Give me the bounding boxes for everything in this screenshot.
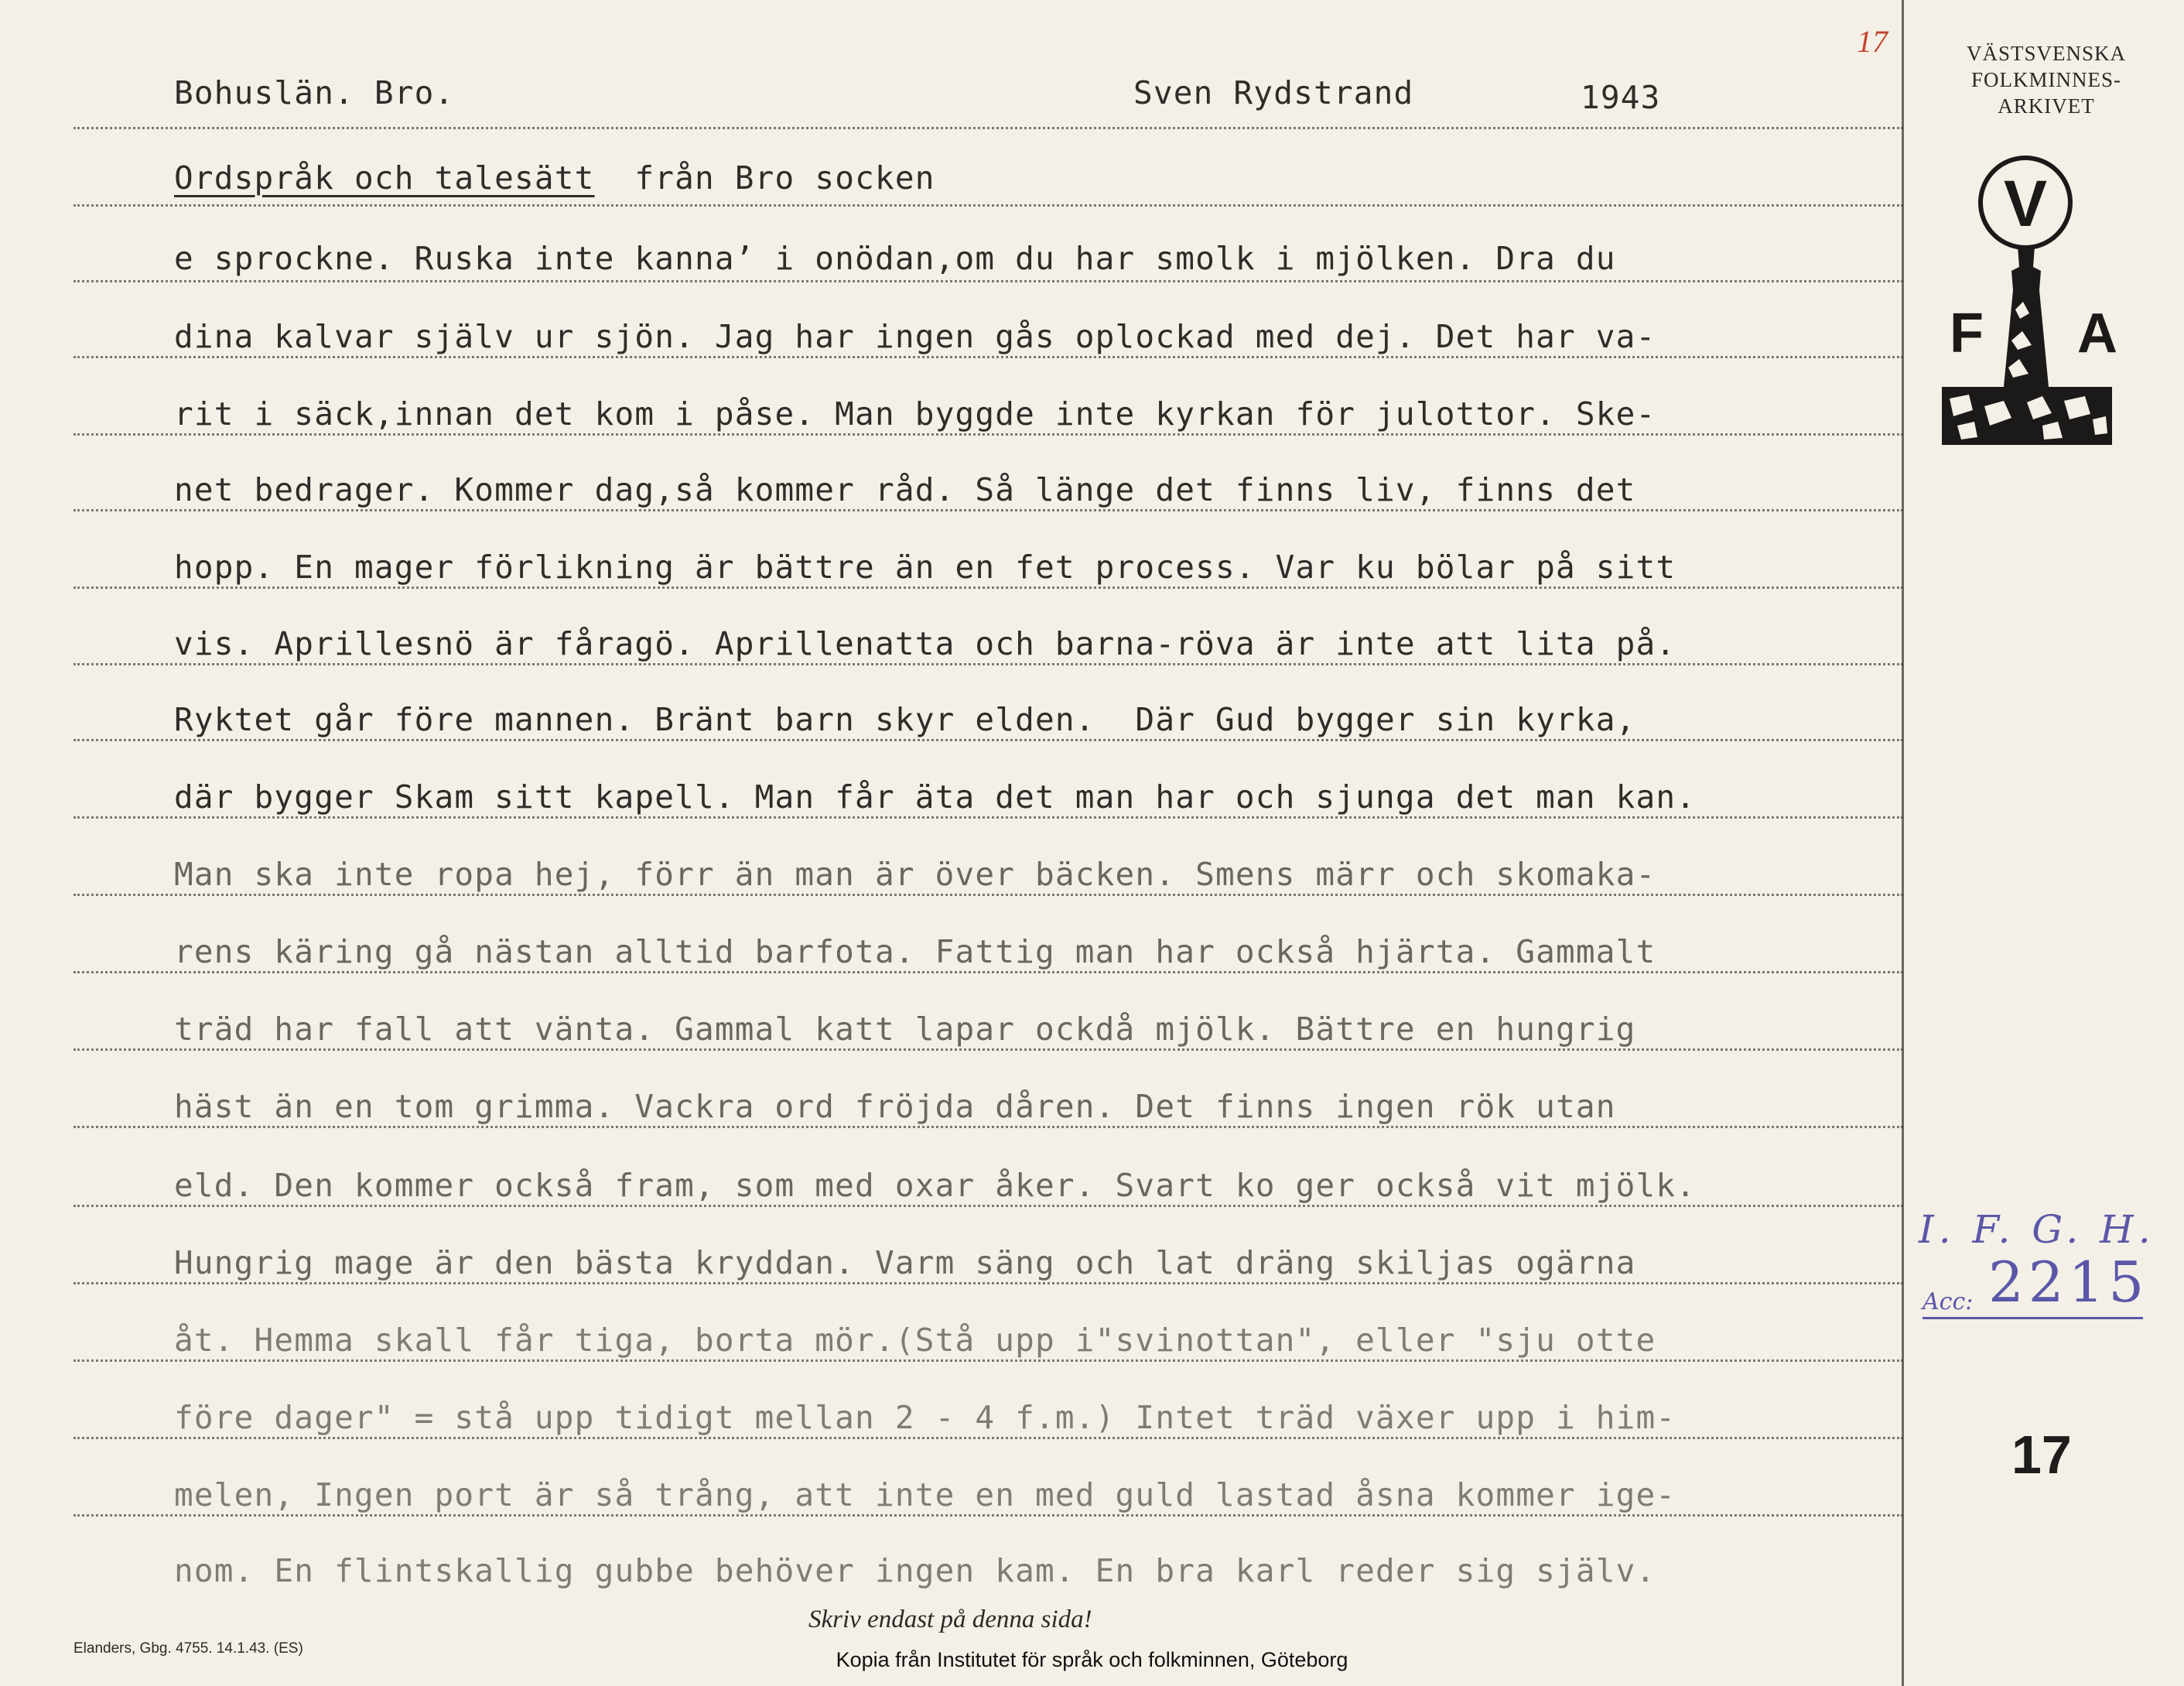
title-rest: från Bro socken (634, 159, 935, 197)
ruled-line (73, 1514, 1903, 1517)
logo-letter-v: V (2003, 167, 2048, 240)
body-line-9: Man ska inte ropa hej, förr än man är över bäcken. Smens märr och skomaka- (174, 856, 1656, 893)
body-line-5: hopp. En mager förlikning är bättre än en fet process. Var ku bölar på sitt (174, 549, 1676, 586)
document-title (174, 159, 935, 197)
body-line-3: rit i säck,innan det kom i påse. Man byggde inte kyrkan för julottor. Ske- (174, 395, 1656, 433)
ruled-line (73, 1359, 1903, 1362)
archive-name-line-3: ARKIVET (1998, 94, 2095, 118)
ruled-line (73, 1205, 1903, 1207)
header-recorder: Sven Rydstrand (1133, 74, 1414, 111)
printer-imprint: Elanders, Gbg. 4755. 14.1.43. (ES) (73, 1640, 303, 1657)
body-line-16: före dager" = stå upp tidigt mellan 2 - 4 f.m.) Intet träd växer upp i him- (174, 1399, 1676, 1436)
ruled-line (73, 971, 1903, 973)
header-year: 1943 (1581, 79, 1661, 116)
ruled-line (73, 663, 1903, 665)
page-number: 17 (2011, 1424, 2072, 1485)
logo-letter-f: F (1950, 303, 1984, 364)
ruled-line (73, 1048, 1903, 1051)
body-line-15: åt. Hemma skall får tiga, borta mör.(Stå upp i"svinottan", eller "sju otte (174, 1322, 1656, 1359)
body-line-7: Ryktet går före mannen. Bränt barn skyr elden. Där Gud bygger sin kyrka, (174, 701, 1636, 738)
ruled-line (73, 587, 1903, 589)
stamp-underline (1923, 1317, 2143, 1319)
archive-name-line-1: VÄSTSVENSKA (1966, 42, 2127, 65)
ruled-line (73, 204, 1903, 207)
ruled-line (73, 739, 1903, 741)
stamp-initials: I. F. G. H. (1919, 1207, 2155, 1252)
ruled-line (73, 356, 1903, 358)
ruled-line (73, 894, 1903, 896)
ruled-line (73, 433, 1903, 436)
header-place: Bohuslän. Bro. (174, 74, 455, 111)
page-mark-handwritten: 17 (1857, 24, 1888, 59)
ruled-line (73, 1126, 1903, 1128)
body-line-6: vis. Aprillesnö är fåragö. Aprillenatta och barna-röva är inte att lita på. (174, 625, 1676, 662)
body-line-11: träd har fall att vänta. Gammal katt lapar ockdå mjölk. Bättre en hungrig (174, 1011, 1636, 1048)
title-underlined: Ordspråk och talesätt (174, 159, 595, 197)
ruled-line (73, 280, 1903, 282)
ruled-line (73, 816, 1903, 819)
stamp-acc-number: 2215 (1988, 1250, 2149, 1315)
body-line-14: Hungrig mage är den bästa kryddan. Varm säng och lat dräng skiljas ogärna (174, 1244, 1636, 1281)
ruled-line (73, 127, 1903, 129)
copy-notice: Kopia från Institutet för språk och folkminnen, Göteborg (836, 1648, 1348, 1671)
body-line-1: e sprockne. Ruska inte kanna’ i onödan,om du har smolk i mjölken. Dra du (174, 240, 1616, 277)
ruled-line (73, 1282, 1903, 1284)
body-line-17: melen, Ingen port är så trång, att inte en med guld lastad åsna kommer ige- (174, 1476, 1676, 1513)
body-line-2: dina kalvar själv ur sjön. Jag har ingen gås oplockad med dej. Det har va- (174, 318, 1656, 355)
logo-letter-a: A (2077, 303, 2117, 364)
body-line-10: rens käring gå nästan alltid barfota. Fattig man har också hjärta. Gammalt (174, 933, 1656, 970)
body-line-12: häst än en tom grimma. Vackra ord fröjda dåren. Det finns ingen rök utan (174, 1088, 1616, 1125)
margin-rule (1902, 0, 1904, 1686)
archive-name (1923, 40, 2170, 119)
footer-instruction: Skriv endast på denna sida! (808, 1606, 1092, 1633)
ruled-line (73, 1437, 1903, 1439)
body-line-4: net bedrager. Kommer dag,så kommer råd. Så länge det finns liv, finns det (174, 471, 1636, 508)
ruled-line (73, 509, 1903, 511)
archive-logo-icon (1926, 155, 2158, 464)
body-line-8: där bygger Skam sitt kapell. Man får äta det man har och sjunga det man kan. (174, 778, 1697, 816)
body-line-18: nom. En flintskallig gubbe behöver ingen kam. En bra karl reder sig själv. (174, 1552, 1656, 1589)
body-line-13: eld. Den kommer också fram, som med oxar åker. Svart ko ger också vit mjölk. (174, 1167, 1697, 1204)
stamp-acc-label: Acc: (1923, 1288, 1974, 1315)
archive-name-line-2: FOLKMINNES- (1970, 68, 2121, 91)
